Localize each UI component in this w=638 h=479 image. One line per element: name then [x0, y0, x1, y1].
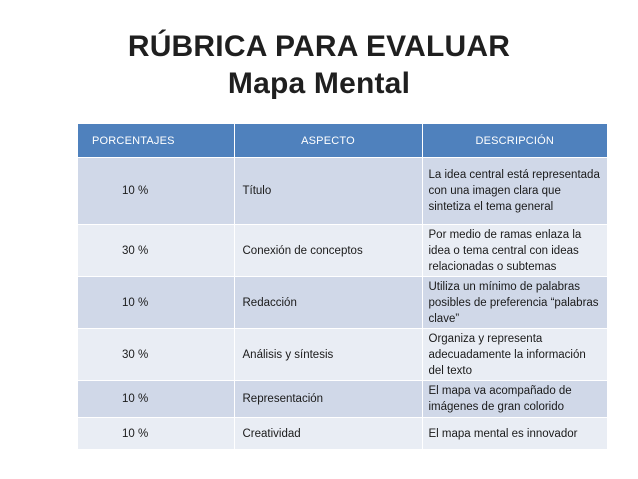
aspect-cell: Redacción	[234, 277, 422, 329]
header-descripcion: DESCRIPCIÓN	[422, 124, 607, 158]
table-row	[78, 158, 607, 225]
table-row	[78, 418, 607, 450]
description-cell: El mapa va acompañado de imágenes de gran colorido	[422, 381, 607, 418]
header-porcentajes: PORCENTAJES	[78, 124, 234, 158]
title-line-2: Mapa Mental	[227, 67, 411, 100]
percent-cell: 30 %	[78, 329, 234, 381]
percent-cell: 30 %	[78, 225, 234, 277]
description-cell: El mapa mental es innovador	[422, 418, 607, 450]
slide-title	[0, 28, 638, 102]
table-row	[78, 225, 607, 277]
percent-cell: 10 %	[78, 158, 234, 225]
header-aspecto: ASPECTO	[234, 124, 422, 158]
table-header-row	[78, 124, 607, 158]
aspect-cell: Análisis y síntesis	[234, 329, 422, 381]
table-row	[78, 381, 607, 418]
aspect-cell: Representación	[234, 381, 422, 418]
title-line-1: RÚBRICA PARA EVALUAR	[127, 30, 511, 63]
description-cell: La idea central está representada con una imagen clara que sintetiza el tema general	[422, 158, 607, 225]
percent-cell: 10 %	[78, 418, 234, 450]
percent-cell: 10 %	[78, 277, 234, 329]
aspect-cell: Título	[234, 158, 422, 225]
aspect-cell: Creatividad	[234, 418, 422, 450]
table-row	[78, 329, 607, 381]
rubric-table	[78, 124, 607, 449]
description-cell: Por medio de ramas enlaza la idea o tema central con ideas relacionadas o subtemas	[422, 225, 607, 277]
aspect-cell: Conexión de conceptos	[234, 225, 422, 277]
description-cell: Utiliza un mínimo de palabras posibles de preferencia “palabras clave”	[422, 277, 607, 329]
percent-cell: 10 %	[78, 381, 234, 418]
description-cell: Organiza y representa adecuadamente la información del texto	[422, 329, 607, 381]
table-row	[78, 277, 607, 329]
